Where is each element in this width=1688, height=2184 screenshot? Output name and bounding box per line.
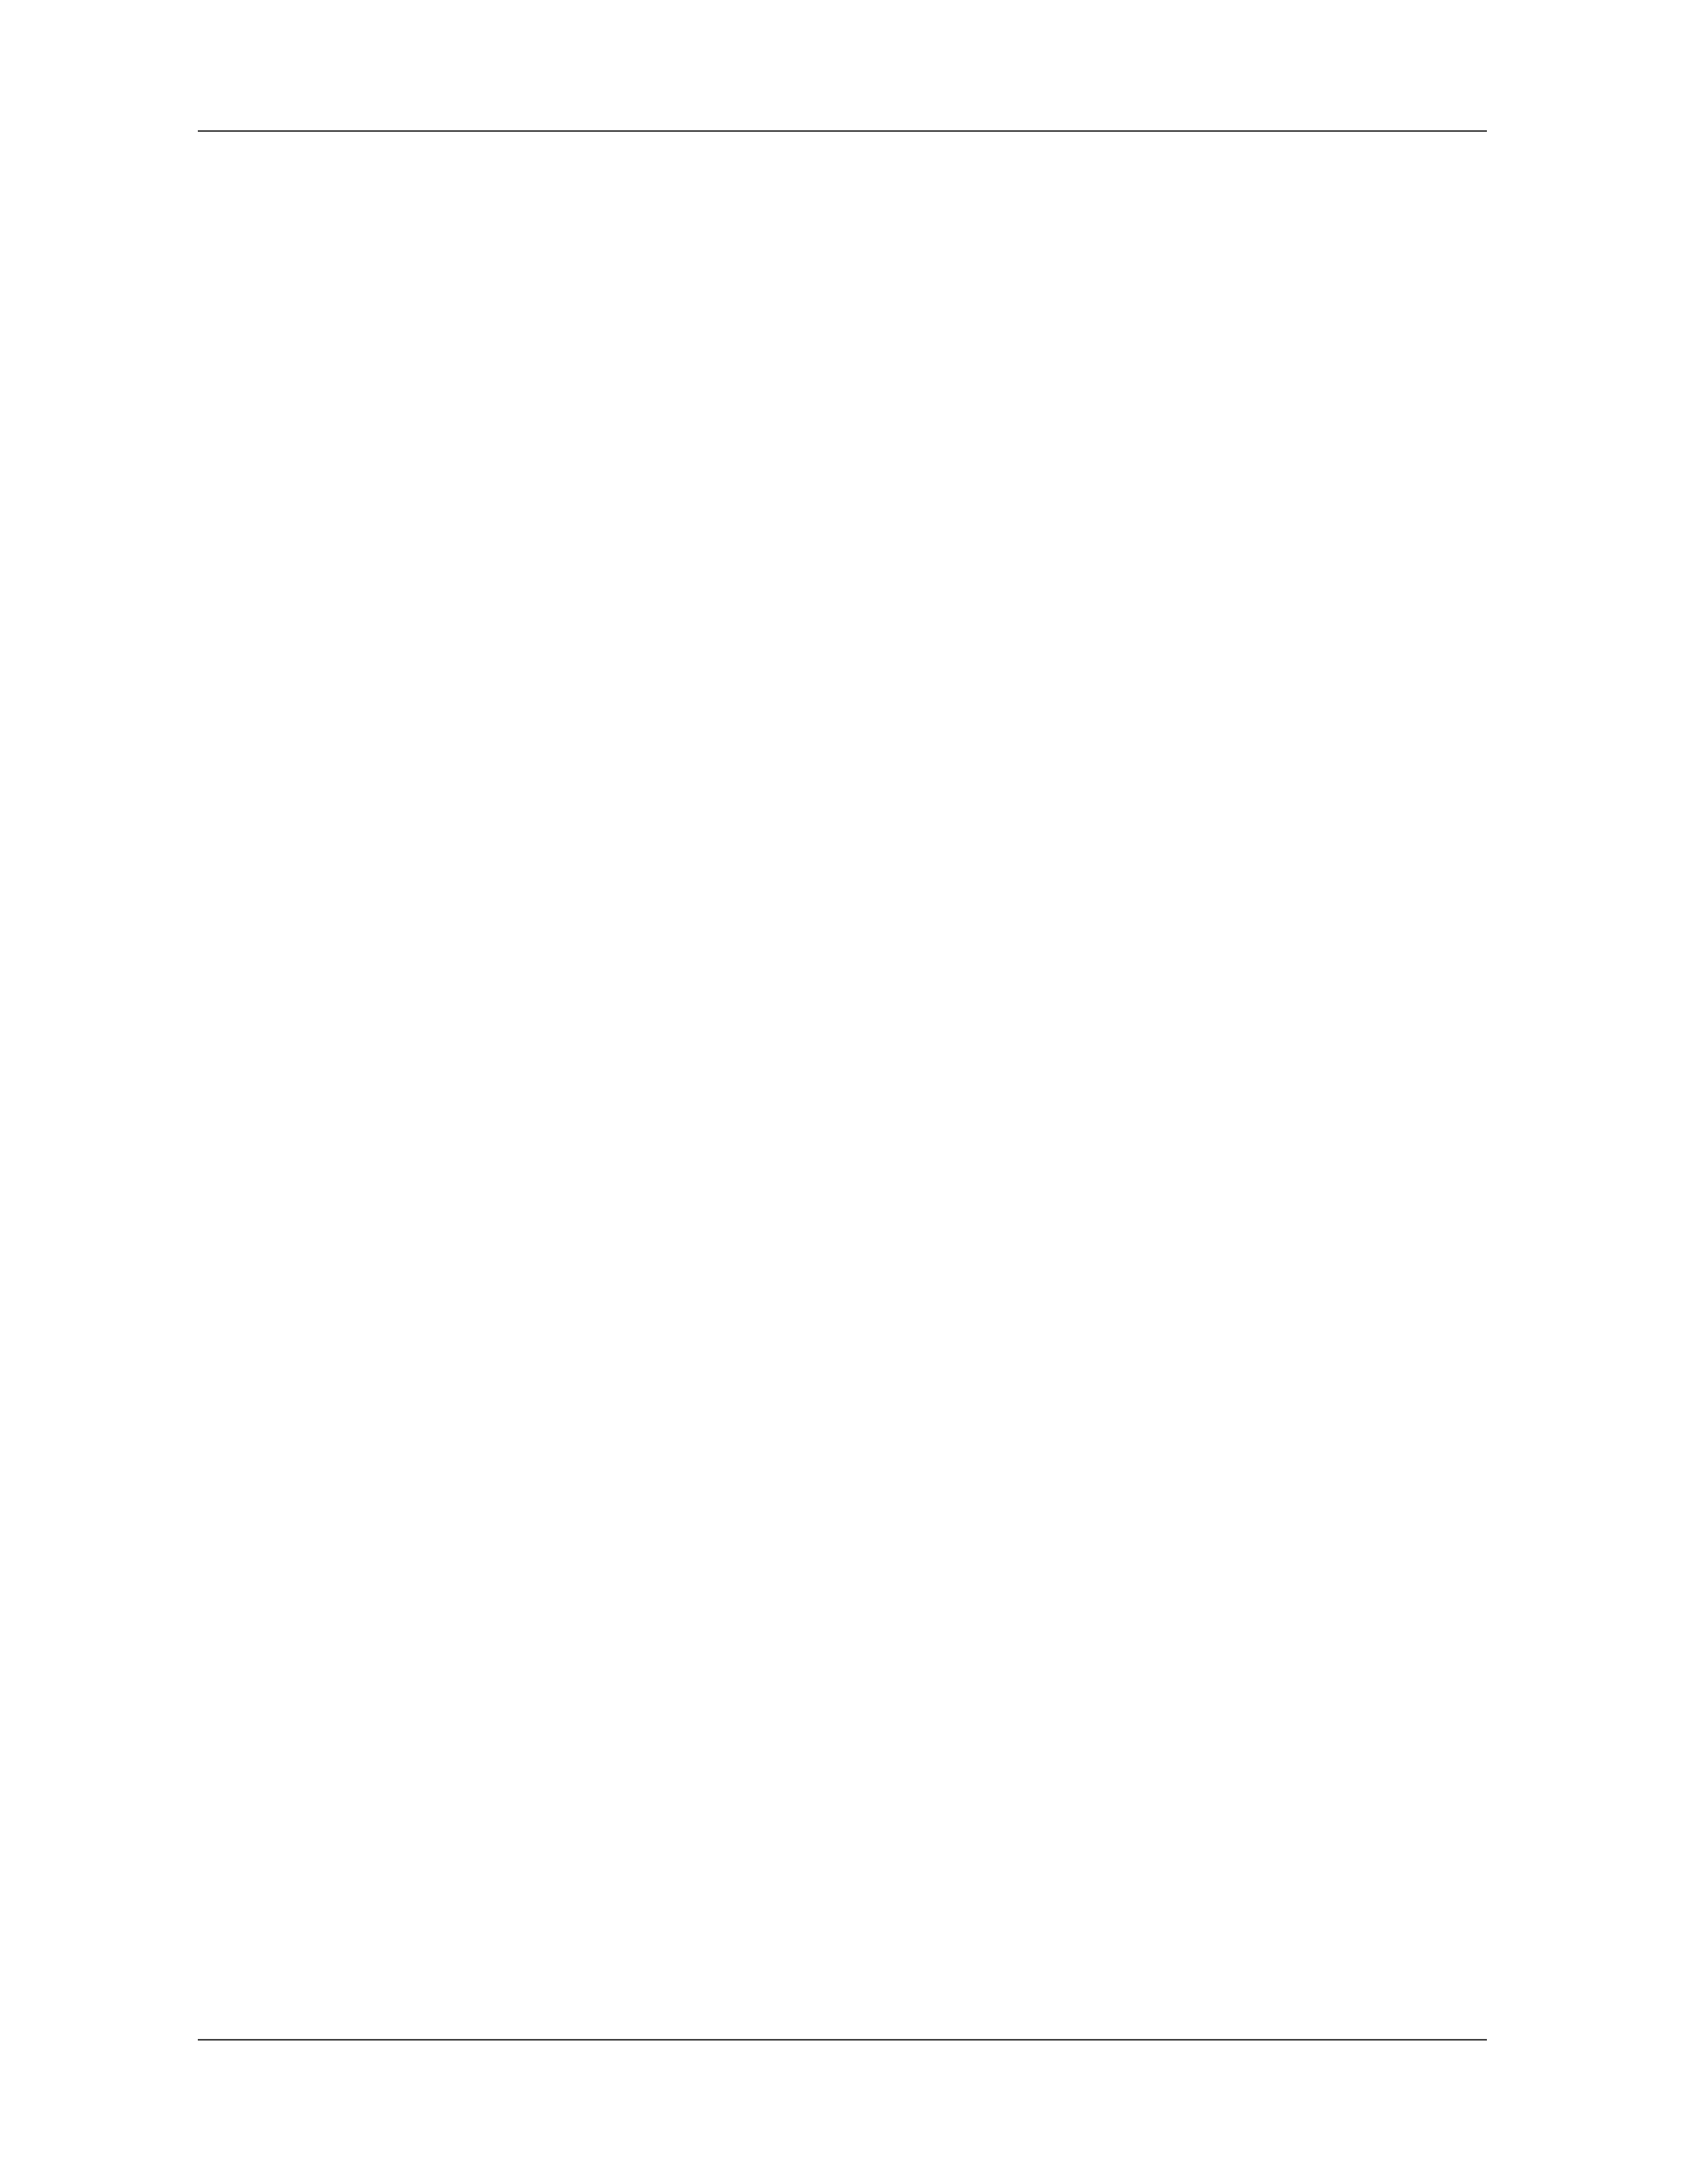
header-rule [198, 130, 1487, 132]
page-footer [198, 2042, 1487, 2079]
section-heading [198, 1478, 218, 1527]
footer-rule [198, 2039, 1487, 2041]
